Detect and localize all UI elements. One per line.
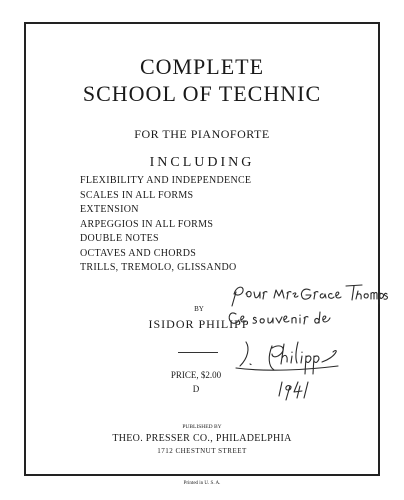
list-item: FLEXIBILITY AND INDEPENDENCE: [80, 175, 252, 186]
list-item: OCTAVES AND CHORDS: [80, 247, 197, 259]
by-label: BY: [194, 305, 204, 313]
list-item: DOUBLE NOTES: [80, 233, 159, 244]
contents-list: [80, 174, 251, 276]
edition-letter: D: [192, 384, 200, 394]
printed-in-note: Printed in U. S. A.: [183, 481, 221, 486]
title-line-1: COMPLETE: [139, 54, 265, 79]
list-item: ARPEGGIOS IN ALL FORMS: [80, 218, 214, 230]
author-name: ISIDOR PHILIPP: [148, 317, 250, 331]
contents-heading: INCLUDING: [149, 155, 255, 170]
divider-rule: [178, 352, 218, 353]
publisher-name: THEO. PRESSER CO., PHILADELPHIA: [112, 433, 292, 444]
price-label: PRICE, $2.00: [170, 370, 222, 380]
list-item: TRILLS, TREMOLO, GLISSANDO: [80, 262, 237, 273]
subtitle: FOR THE PIANOFORTE: [134, 127, 270, 141]
published-by-label: PUBLISHED BY: [182, 424, 222, 430]
list-item: EXTENSION: [80, 204, 139, 215]
publisher-address: 1712 CHESTNUT STREET: [157, 447, 247, 455]
title-line-2: SCHOOL OF TECHNIC: [82, 81, 322, 106]
list-item: SCALES IN ALL FORMS: [80, 189, 194, 201]
handwritten-inscription: [226, 282, 392, 402]
